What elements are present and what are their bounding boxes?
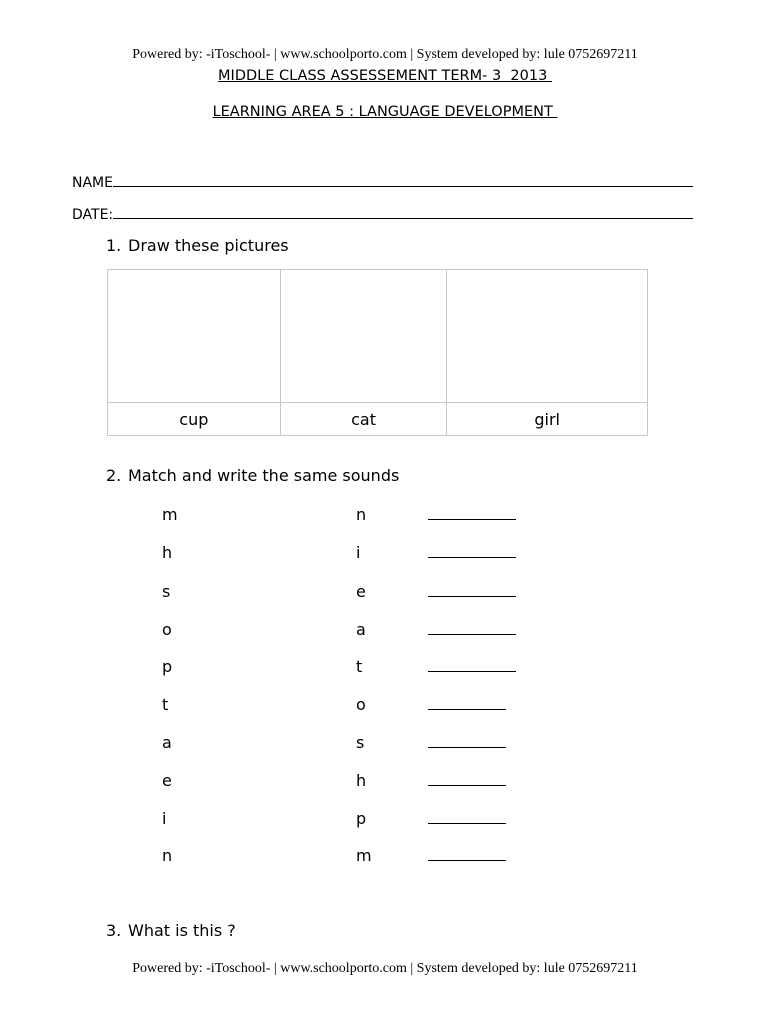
date-line[interactable] xyxy=(113,204,693,219)
question-text: What is this ? xyxy=(128,921,236,940)
match-left-letter: i xyxy=(162,809,167,828)
drawing-label: cup xyxy=(108,403,281,436)
match-left-letter: h xyxy=(162,543,173,562)
match-left-letter: s xyxy=(162,582,171,601)
question-text: Match and write the same sounds xyxy=(128,466,400,485)
question-number: 1. xyxy=(106,236,122,255)
name-field[interactable] xyxy=(72,172,693,191)
match-left-letter: p xyxy=(162,657,173,676)
match-right-letter: o xyxy=(356,695,366,714)
match-left-letter: e xyxy=(162,771,172,790)
match-row xyxy=(0,733,770,757)
match-right-letter: n xyxy=(356,505,367,524)
question-1 xyxy=(106,236,289,255)
page-title: MIDDLE CLASS ASSESSEMENT TERM- 3 2013 xyxy=(218,68,552,84)
match-row xyxy=(0,657,770,681)
page-subtitle: LEARNING AREA 5 : LANGUAGE DEVELOPMENT xyxy=(212,104,558,120)
drawing-label: girl xyxy=(447,403,648,436)
match-left-letter: a xyxy=(162,733,172,752)
answer-blank[interactable] xyxy=(428,785,506,786)
header-credit: Powered by: -iToschool- | www.schoolporto.com | System developed by: lule 0752697211 xyxy=(132,47,638,62)
date-label: DATE: xyxy=(72,207,114,223)
match-row xyxy=(0,543,770,567)
match-left-letter: n xyxy=(162,846,173,865)
footer-credit: Powered by: -iToschool- | www.schoolporto.com | System developed by: lule 0752697211 xyxy=(132,961,638,976)
answer-blank[interactable] xyxy=(428,747,506,748)
question-3 xyxy=(106,921,236,940)
answer-blank[interactable] xyxy=(428,709,506,710)
match-right-letter: i xyxy=(356,543,361,562)
match-right-letter: p xyxy=(356,809,367,828)
match-row xyxy=(0,771,770,795)
date-field[interactable] xyxy=(72,204,693,223)
name-line[interactable] xyxy=(113,172,693,187)
answer-blank[interactable] xyxy=(428,823,506,824)
match-row xyxy=(0,505,770,529)
answer-blank[interactable] xyxy=(428,557,516,558)
question-number: 2. xyxy=(106,466,122,485)
match-row xyxy=(0,809,770,833)
match-right-letter: h xyxy=(356,771,367,790)
answer-blank[interactable] xyxy=(428,634,516,635)
match-right-letter: t xyxy=(356,657,363,676)
question-number: 3. xyxy=(106,921,122,940)
match-right-letter: a xyxy=(356,620,366,639)
drawing-box-girl[interactable] xyxy=(447,270,648,403)
match-left-letter: o xyxy=(162,620,172,639)
match-left-letter: t xyxy=(162,695,169,714)
answer-blank[interactable] xyxy=(428,671,516,672)
match-row xyxy=(0,695,770,719)
match-row xyxy=(0,620,770,644)
drawing-table xyxy=(107,269,648,436)
answer-blank[interactable] xyxy=(428,860,506,861)
drawing-label: cat xyxy=(280,403,447,436)
name-label: NAME xyxy=(72,175,113,191)
match-right-letter: s xyxy=(356,733,365,752)
match-right-letter: m xyxy=(356,846,372,865)
match-left-letter: m xyxy=(162,505,178,524)
question-2 xyxy=(106,466,399,485)
match-row xyxy=(0,846,770,870)
match-row xyxy=(0,582,770,606)
answer-blank[interactable] xyxy=(428,519,516,520)
drawing-box-cat[interactable] xyxy=(280,270,447,403)
match-right-letter: e xyxy=(356,582,366,601)
question-text: Draw these pictures xyxy=(128,236,289,255)
drawing-box-cup[interactable] xyxy=(108,270,281,403)
answer-blank[interactable] xyxy=(428,596,516,597)
